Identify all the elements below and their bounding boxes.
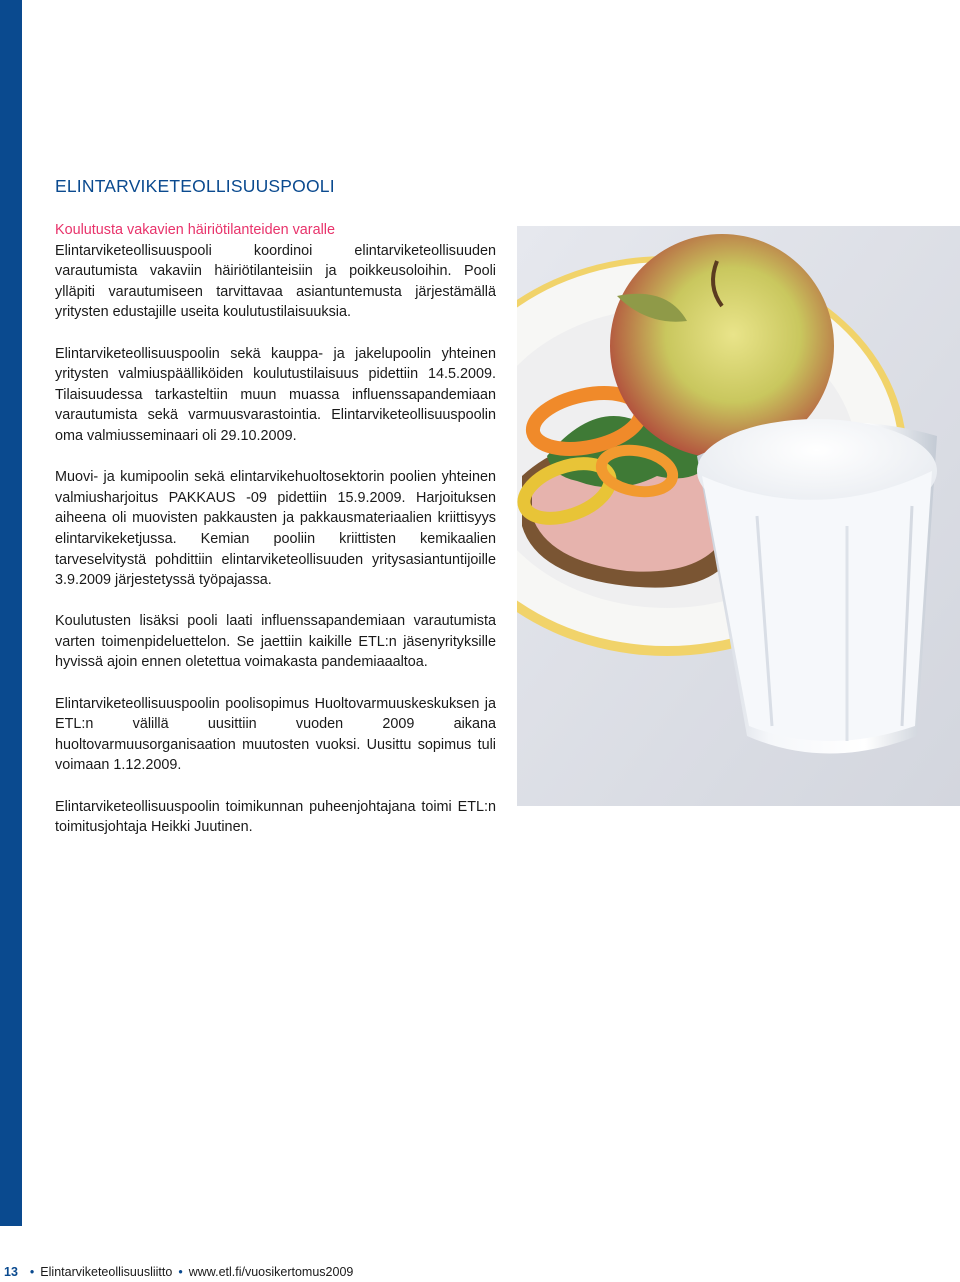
- paragraph-6: Elintarviketeollisuuspoolin toimikunnan puheenjohtajana toimi ETL:n toimitusjohtaja Heikki Juutinen.: [55, 798, 496, 836]
- footer-separator: •: [29, 1265, 35, 1279]
- footer-url[interactable]: www.etl.fi/vuosikertomus2009: [188, 1265, 354, 1279]
- paragraph-1: [55, 220, 496, 323]
- paragraph-3: Muovi- ja kumipoolin sekä elintarvikehuoltosektorin poolien yhteinen valmiusharjoitus PAKKAUS -09 pidettiin 15.9.2009. Harjoituksen aiheena oli muovisten pakkausten ja pakkausmateriaalien kriittisyys elintarvikeketjussa. Kemian pooliin kriittisten kemikaalien tarveselvitystä pohdittiin elintarviketeollisuuden yritysasiantuntijoille 3.9.2009 järjestetyssä työpajassa.: [55, 469, 496, 589]
- page-footer: [4, 1265, 353, 1279]
- section-title: ELINTARVIKETEOLLISUUSPOOLI: [55, 176, 335, 196]
- page-number: 13: [4, 1265, 18, 1279]
- footer-organization: Elintarviketeollisuusliitto: [40, 1265, 173, 1279]
- article-body: [55, 220, 496, 858]
- paragraph-2: Elintarviketeollisuuspoolin sekä kauppa- ja jakelupoolin yhteinen yritysten valmiuspäälliköiden koulutustilaisuus pidettiin 14.5.2009. Tilaisuudessa tarkasteltiin muun muassa influenssapandemiaan varautumista sekä varmuusvarastointia. Elintarviketeollisuuspoolin oma valmiusseminaari oli 29.10.2009.: [55, 345, 496, 444]
- paragraph-1-text: Elintarviketeollisuuspooli koordinoi elintarviketeollisuuden varautumista vakaviin häiriötilanteisiin ja poikkeusoloihin. Pooli ylläpiti varautumiseen tarvittavaa asiantuntemusta järjestämällä yritysten edustajille useita koulutustilaisuuksia.: [55, 242, 496, 321]
- paragraph-5: Elintarviketeollisuuspoolin poolisopimus Huoltovarmuuskeskuksen ja ETL:n välillä uusittiin vuoden 2009 aikana huoltovarmuusorganisaation muutosten vuoksi. Uusittu sopimus tuli voimaan 1.12.2009.: [55, 695, 496, 774]
- footer-separator: •: [178, 1265, 183, 1279]
- left-accent-bar: [0, 0, 22, 1226]
- article-subheading: Koulutusta vakavien häiriötilanteiden varalle: [55, 222, 335, 238]
- food-photo: [517, 226, 960, 806]
- paragraph-4: Koulutusten lisäksi pooli laati influenssapandemiaan varautumista varten toimenpideluettelon. Se jaettiin kaikille ETL:n jäsenyrityksille hyvissä ajoin ennen oletettua voimakasta pandemiaaaltoa.: [55, 613, 496, 671]
